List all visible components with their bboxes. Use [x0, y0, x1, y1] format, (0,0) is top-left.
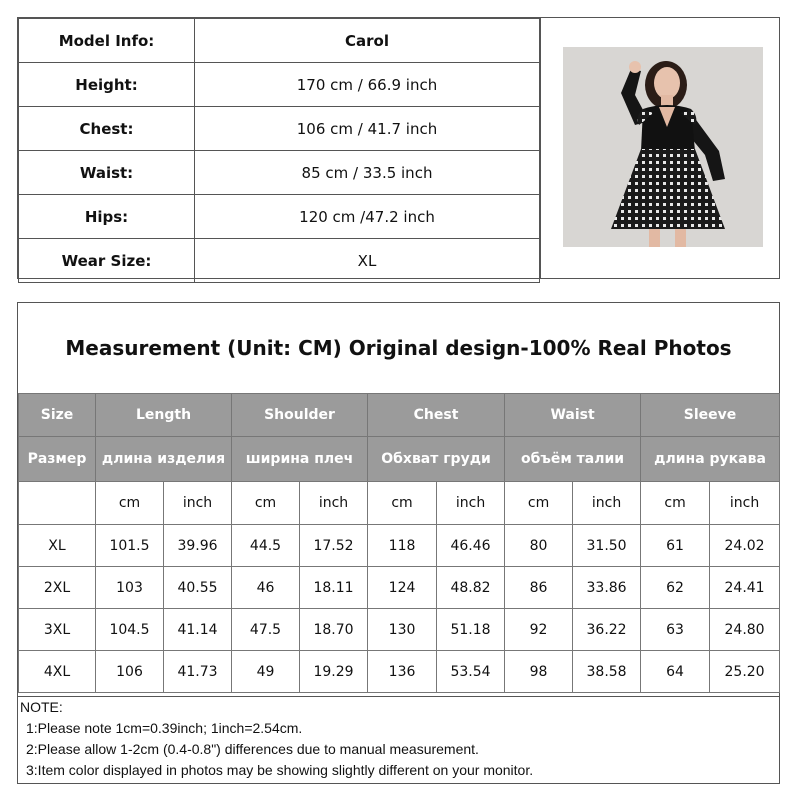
table-cell: 46.46	[437, 525, 505, 567]
size-cell: 2XL	[19, 567, 96, 609]
waist-label: Waist:	[19, 151, 195, 195]
table-cell: 101.5	[96, 525, 164, 567]
note-item: 1:Please note 1cm=0.39inch; 1inch=2.54cm.	[26, 720, 303, 736]
model-info-table	[17, 17, 780, 279]
table-cell: 17.52	[300, 525, 368, 567]
table-cell: 63	[641, 609, 710, 651]
wear-size-value: XL	[195, 239, 540, 283]
table-cell: 18.70	[300, 609, 368, 651]
header-row-russian	[19, 437, 780, 482]
table-cell: 25.20	[710, 651, 780, 693]
model-photo-illustration	[563, 47, 763, 247]
header-waist: Waist	[505, 394, 641, 437]
table-row	[19, 609, 780, 651]
table-cell: 136	[368, 651, 437, 693]
header-length: Length	[96, 394, 232, 437]
table-cell: 62	[641, 567, 710, 609]
header-ru-length: длина изделия	[96, 437, 232, 482]
header-size: Size	[19, 394, 96, 437]
table-cell: 80	[505, 525, 573, 567]
hips-label: Hips:	[19, 195, 195, 239]
table-cell: 104.5	[96, 609, 164, 651]
table-cell: 61	[641, 525, 710, 567]
table-cell: 118	[368, 525, 437, 567]
table-cell: 46	[232, 567, 300, 609]
header-sleeve: Sleeve	[641, 394, 780, 437]
hips-value: 120 cm /47.2 inch	[195, 195, 540, 239]
table-cell: 41.73	[164, 651, 232, 693]
table-cell: 33.86	[573, 567, 641, 609]
wear-size-label: Wear Size:	[19, 239, 195, 283]
measurement-title: Measurement (Unit: CM) Original design-100% Real Photos	[18, 303, 779, 394]
table-cell: 24.41	[710, 567, 780, 609]
table-cell: 103	[96, 567, 164, 609]
header-ru-size: Размер	[19, 437, 96, 482]
model-photo	[563, 47, 763, 247]
table-cell: 39.96	[164, 525, 232, 567]
unit-cell: cm	[641, 482, 710, 525]
table-cell: 44.5	[232, 525, 300, 567]
unit-cell: cm	[96, 482, 164, 525]
table-cell: 86	[505, 567, 573, 609]
size-cell: XL	[19, 525, 96, 567]
unit-cell: inch	[573, 482, 641, 525]
table-cell: 64	[641, 651, 710, 693]
table-cell: 49	[232, 651, 300, 693]
table-row	[19, 651, 780, 693]
table-cell: 130	[368, 609, 437, 651]
table-cell: 31.50	[573, 525, 641, 567]
header-ru-waist: объём талии	[505, 437, 641, 482]
chest-value: 106 cm / 41.7 inch	[195, 107, 540, 151]
model-photo-cell	[540, 18, 780, 278]
height-value: 170 cm / 66.9 inch	[195, 63, 540, 107]
table-cell: 36.22	[573, 609, 641, 651]
unit-cell: inch	[300, 482, 368, 525]
table-cell: 106	[96, 651, 164, 693]
header-row	[19, 394, 780, 437]
table-cell: 19.29	[300, 651, 368, 693]
unit-cell: inch	[710, 482, 780, 525]
table-cell: 47.5	[232, 609, 300, 651]
measurement-table	[17, 302, 780, 784]
waist-value: 85 cm / 33.5 inch	[195, 151, 540, 195]
table-cell: 40.55	[164, 567, 232, 609]
table-cell: 53.54	[437, 651, 505, 693]
table-row	[19, 567, 780, 609]
size-cell: 4XL	[19, 651, 96, 693]
unit-row	[19, 482, 780, 525]
table-cell: 51.18	[437, 609, 505, 651]
unit-cell-empty	[19, 482, 96, 525]
notes-section	[18, 696, 779, 781]
table-cell: 48.82	[437, 567, 505, 609]
height-label: Height:	[19, 63, 195, 107]
table-cell: 41.14	[164, 609, 232, 651]
unit-cell: cm	[368, 482, 437, 525]
unit-cell: cm	[232, 482, 300, 525]
header-ru-sleeve: длина рукава	[641, 437, 780, 482]
header-chest: Chest	[368, 394, 505, 437]
header-ru-shoulder: ширина плеч	[232, 437, 368, 482]
size-cell: 3XL	[19, 609, 96, 651]
unit-cell: inch	[437, 482, 505, 525]
note-item: 2:Please allow 1-2cm (0.4-0.8") differences due to manual measurement.	[26, 741, 479, 757]
table-cell: 18.11	[300, 567, 368, 609]
unit-cell: inch	[164, 482, 232, 525]
model-info-label: Model Info:	[19, 19, 195, 63]
table-cell: 98	[505, 651, 573, 693]
table-cell: 38.58	[573, 651, 641, 693]
notes-title: NOTE:	[20, 699, 63, 715]
header-ru-chest: Обхват груди	[368, 437, 505, 482]
note-item: 3:Item color displayed in photos may be showing slightly different on your monitor.	[26, 762, 534, 778]
model-name: Carol	[195, 19, 540, 63]
chest-label: Chest:	[19, 107, 195, 151]
table-cell: 24.02	[710, 525, 780, 567]
table-row	[19, 525, 780, 567]
table-cell: 24.80	[710, 609, 780, 651]
table-cell: 92	[505, 609, 573, 651]
header-shoulder: Shoulder	[232, 394, 368, 437]
unit-cell: cm	[505, 482, 573, 525]
size-chart	[18, 393, 780, 693]
table-cell: 124	[368, 567, 437, 609]
